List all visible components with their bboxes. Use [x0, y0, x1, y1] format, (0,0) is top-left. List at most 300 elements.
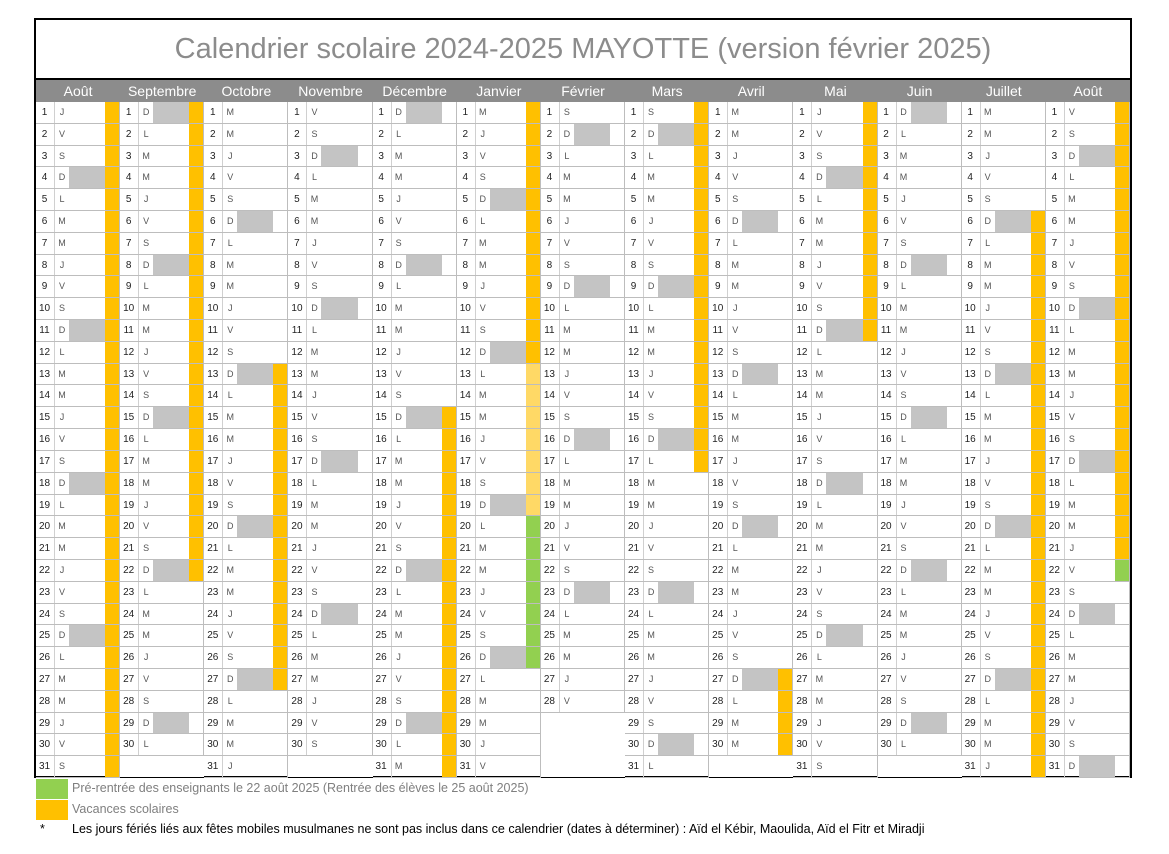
- day-cell: [288, 276, 372, 298]
- day-number: 29: [1048, 717, 1060, 729]
- day-cell: [373, 647, 457, 669]
- weekday-letter: V: [54, 124, 69, 145]
- day-number: 17: [375, 455, 387, 467]
- day-cell: [962, 734, 1046, 756]
- day-number: 21: [123, 543, 135, 555]
- day-number: 28: [628, 695, 640, 707]
- day-cell: [625, 669, 709, 691]
- weekday-letter: M: [1064, 647, 1079, 668]
- pre-rentree-mark: [526, 516, 540, 537]
- day-number: 28: [712, 695, 724, 707]
- weekday-letter: J: [896, 647, 911, 668]
- day-cell: [793, 233, 877, 255]
- day-number: 17: [207, 455, 219, 467]
- day-cell: [204, 713, 288, 735]
- day-number: 2: [967, 128, 973, 140]
- weekday-letter: L: [643, 146, 658, 167]
- day-number: 23: [964, 586, 976, 598]
- pre-rentree-mark: [526, 604, 540, 625]
- day-cell: [962, 713, 1046, 735]
- vacation-mark: [863, 124, 877, 145]
- weekday-letter: S: [391, 538, 406, 559]
- day-cell: [36, 473, 120, 495]
- weekday-letter: D: [896, 102, 911, 123]
- day-number: 11: [712, 325, 723, 337]
- vacation-mark: [1115, 167, 1129, 188]
- weekday-letter: L: [306, 625, 321, 646]
- day-cell: [962, 255, 1046, 277]
- day-cell: [1046, 167, 1130, 189]
- sunday-shade: [658, 582, 694, 603]
- vacation-mark: [442, 691, 456, 712]
- day-cell: [457, 560, 541, 582]
- weekday-letter: V: [222, 167, 237, 188]
- weekday-letter: M: [559, 495, 574, 516]
- weekday-letter: D: [896, 255, 911, 276]
- day-number: 11: [375, 325, 387, 337]
- day-number: 23: [628, 586, 640, 598]
- day-number: 22: [964, 564, 976, 576]
- weekday-letter: M: [475, 538, 490, 559]
- day-cell: [878, 298, 962, 320]
- day-cell: [709, 451, 793, 473]
- weekday-letter: S: [896, 233, 911, 254]
- day-cell: [36, 582, 120, 604]
- day-cell: [878, 669, 962, 691]
- day-cell: [457, 211, 541, 233]
- day-number: 1: [967, 107, 973, 118]
- sunday-shade: [321, 451, 357, 472]
- day-number: 1: [546, 107, 553, 118]
- day-cell: [709, 342, 793, 364]
- weekday-letter: M: [896, 625, 911, 646]
- day-number: 22: [291, 564, 303, 576]
- day-cell: [878, 211, 962, 233]
- day-number: 22: [628, 564, 640, 576]
- day-cell: [1046, 211, 1130, 233]
- weekday-letter: D: [896, 407, 911, 428]
- vacation-mark: [863, 255, 877, 276]
- day-cell: [1046, 604, 1130, 626]
- day-number: 18: [291, 477, 303, 489]
- day-number: 2: [294, 128, 300, 140]
- day-cell: [793, 320, 877, 342]
- day-cell: [373, 495, 457, 517]
- day-cell: [288, 320, 372, 342]
- day-number: 20: [207, 521, 219, 533]
- day-cell: [288, 560, 372, 582]
- day-cell: [373, 451, 457, 473]
- day-cell: [878, 647, 962, 669]
- day-cell: [541, 189, 625, 211]
- day-cell: [625, 713, 709, 735]
- weekday-letter: S: [306, 582, 321, 603]
- day-number: 12: [543, 346, 555, 358]
- weekday-letter: J: [1064, 691, 1079, 712]
- day-cell: [709, 604, 793, 626]
- day-number: 11: [964, 325, 976, 337]
- day-number: 8: [630, 259, 637, 271]
- day-number: 11: [39, 325, 50, 337]
- vacation-mark: [526, 429, 540, 450]
- day-number: 18: [1048, 477, 1060, 489]
- weekday-letter: V: [1064, 407, 1079, 428]
- day-number: 10: [880, 303, 892, 315]
- vacation-mark: [273, 604, 287, 625]
- day-number: 14: [38, 390, 51, 402]
- day-number: 12: [207, 346, 219, 358]
- day-cell: [541, 604, 625, 626]
- day-cell: [120, 124, 204, 146]
- vacation-mark: [442, 734, 456, 755]
- day-cell: [120, 429, 204, 451]
- day-number: 13: [880, 368, 892, 380]
- vacation-mark: [105, 604, 119, 625]
- day-number: 6: [630, 216, 637, 228]
- day-number: 24: [712, 608, 724, 620]
- day-cell: [288, 124, 372, 146]
- weekday-letter: V: [138, 211, 153, 232]
- vacation-mark: [189, 385, 203, 406]
- vacation-mark: [526, 124, 540, 145]
- day-cell: [878, 385, 962, 407]
- vacation-mark: [863, 146, 877, 167]
- day-cell: [962, 167, 1046, 189]
- weekday-letter: V: [1064, 102, 1079, 123]
- day-number: 11: [628, 325, 639, 337]
- vacation-mark: [1115, 516, 1129, 537]
- sunday-shade: [658, 734, 694, 755]
- day-number: 7: [41, 237, 48, 249]
- weekday-letter: D: [1064, 146, 1079, 167]
- weekday-letter: M: [980, 734, 995, 755]
- day-number: 20: [796, 521, 808, 533]
- sunday-shade: [826, 167, 862, 188]
- day-number: 17: [796, 455, 808, 467]
- sunday-shade: [1079, 604, 1115, 625]
- weekday-letter: M: [811, 364, 826, 385]
- day-number: 11: [1049, 325, 1060, 337]
- vacation-mark: [105, 189, 119, 210]
- weekday-letter: V: [306, 713, 321, 734]
- day-cell: [288, 713, 372, 735]
- day-cell: [962, 495, 1046, 517]
- weekday-letter: L: [475, 516, 490, 537]
- day-number: 18: [207, 477, 219, 489]
- sunday-shade: [1079, 146, 1115, 167]
- day-cell: [793, 189, 877, 211]
- weekday-letter: M: [222, 276, 237, 297]
- weekday-letter: M: [475, 385, 490, 406]
- day-cell: [120, 538, 204, 560]
- day-number: 21: [291, 543, 303, 555]
- day-number: 16: [123, 434, 135, 446]
- vacation-mark: [442, 647, 456, 668]
- day-cell: [541, 669, 625, 691]
- weekday-letter: V: [475, 756, 490, 777]
- vacation-mark: [1115, 255, 1129, 276]
- day-cell: [373, 233, 457, 255]
- vacation-mark: [1031, 364, 1045, 385]
- day-number: 6: [294, 216, 300, 228]
- day-number: 1: [1051, 107, 1058, 118]
- weekday-letter: V: [1064, 713, 1079, 734]
- day-number: 23: [712, 586, 724, 598]
- day-number: 30: [207, 739, 219, 751]
- vacation-mark: [105, 429, 119, 450]
- day-cell: [288, 167, 372, 189]
- day-number: 6: [967, 216, 973, 228]
- day-number: 14: [964, 390, 976, 402]
- day-number: 4: [125, 172, 132, 184]
- day-number: 24: [543, 608, 555, 620]
- weekday-letter: M: [643, 189, 658, 210]
- day-cell: [204, 429, 288, 451]
- vacation-mark: [273, 495, 287, 516]
- day-number: 4: [462, 172, 469, 184]
- day-number: 5: [714, 194, 721, 206]
- vacation-mark: [273, 625, 287, 646]
- day-cell: [1046, 538, 1130, 560]
- day-cell: [36, 734, 120, 756]
- weekday-letter: V: [138, 364, 153, 385]
- pre-rentree-mark: [1115, 560, 1129, 581]
- day-cell: [793, 364, 877, 386]
- day-number: 4: [799, 172, 805, 184]
- sunday-shade: [911, 102, 947, 123]
- vacation-mark: [694, 320, 708, 341]
- day-number: 10: [375, 303, 387, 315]
- day-cell: [204, 255, 288, 277]
- weekday-letter: D: [559, 276, 574, 297]
- vacation-mark: [778, 734, 792, 755]
- weekday-letter: L: [643, 756, 658, 777]
- day-number: 19: [628, 499, 640, 511]
- day-cell: [120, 516, 204, 538]
- weekday-letter: M: [222, 407, 237, 428]
- day-cell: [204, 407, 288, 429]
- weekday-letter: M: [559, 189, 574, 210]
- vacation-mark: [1115, 385, 1129, 406]
- day-number: 29: [796, 717, 808, 729]
- day-number: 15: [712, 412, 724, 424]
- month-header: Juillet: [985, 83, 1022, 99]
- day-cell: [120, 713, 204, 735]
- vacation-mark: [1031, 734, 1045, 755]
- weekday-letter: M: [391, 756, 406, 777]
- vacation-mark: [1031, 516, 1045, 537]
- weekday-letter: V: [306, 255, 321, 276]
- day-cell: [120, 604, 204, 626]
- vacation-mark: [1031, 756, 1045, 777]
- day-number: 25: [796, 630, 808, 642]
- day-number: 19: [796, 499, 808, 511]
- day-number: 17: [628, 455, 640, 467]
- empty-cell: [120, 756, 204, 777]
- sunday-shade: [742, 516, 778, 537]
- day-cell: [373, 756, 457, 778]
- weekday-letter: M: [980, 582, 995, 603]
- day-number: 13: [543, 368, 555, 380]
- weekday-letter: J: [559, 364, 574, 385]
- vacation-mark: [526, 320, 540, 341]
- day-number: 26: [964, 652, 976, 664]
- day-number: 3: [210, 150, 216, 162]
- weekday-letter: M: [643, 495, 658, 516]
- day-number: 24: [38, 608, 51, 620]
- day-cell: [457, 320, 541, 342]
- day-number: 13: [628, 368, 640, 380]
- day-cell: [1046, 560, 1130, 582]
- weekday-letter: D: [559, 429, 574, 450]
- day-number: 10: [38, 303, 51, 315]
- weekday-letter: J: [559, 669, 574, 690]
- day-number: 1: [125, 107, 132, 118]
- day-number: 12: [880, 346, 892, 358]
- day-number: 30: [38, 739, 51, 751]
- day-cell: [36, 516, 120, 538]
- weekday-letter: D: [643, 734, 658, 755]
- day-cell: [204, 102, 288, 124]
- day-cell: [709, 124, 793, 146]
- day-cell: [288, 342, 372, 364]
- day-number: 14: [796, 390, 808, 402]
- weekday-letter: S: [54, 604, 69, 625]
- weekday-letter: S: [1064, 124, 1079, 145]
- vacation-mark: [1031, 342, 1045, 363]
- weekday-letter: V: [727, 167, 742, 188]
- day-cell: [878, 451, 962, 473]
- day-cell: [457, 473, 541, 495]
- day-cell: [36, 756, 120, 778]
- day-cell: [878, 538, 962, 560]
- day-cell: [625, 385, 709, 407]
- vacation-mark: [105, 495, 119, 516]
- weekday-letter: L: [1064, 625, 1079, 646]
- vacation-mark: [778, 713, 792, 734]
- weekday-letter: L: [727, 233, 742, 254]
- weekday-letter: D: [391, 102, 406, 123]
- day-number: 12: [796, 346, 808, 358]
- day-number: 4: [378, 172, 384, 184]
- day-cell: [541, 146, 625, 168]
- vacation-mark: [189, 560, 203, 581]
- sunday-shade: [490, 647, 526, 668]
- weekday-letter: M: [306, 516, 321, 537]
- weekday-letter: M: [643, 647, 658, 668]
- day-cell: [625, 255, 709, 277]
- weekday-letter: V: [138, 516, 153, 537]
- weekday-letter: J: [643, 516, 658, 537]
- day-cell: [793, 560, 877, 582]
- day-cell: [625, 233, 709, 255]
- weekday-letter: M: [980, 124, 995, 145]
- day-cell: [541, 320, 625, 342]
- weekday-letter: L: [475, 364, 490, 385]
- vacation-mark: [1115, 102, 1129, 123]
- day-cell: [962, 298, 1046, 320]
- weekday-letter: V: [811, 429, 826, 450]
- day-cell: [373, 713, 457, 735]
- weekday-letter: M: [811, 691, 826, 712]
- day-cell: [962, 124, 1046, 146]
- day-number: 17: [38, 455, 51, 467]
- day-number: 21: [1048, 543, 1060, 555]
- vacation-mark: [526, 189, 540, 210]
- day-number: 15: [123, 412, 135, 424]
- weekday-letter: D: [475, 495, 490, 516]
- day-cell: [457, 495, 541, 517]
- day-number: 23: [123, 586, 135, 598]
- day-number: 10: [459, 303, 471, 315]
- day-cell: [625, 429, 709, 451]
- sunday-shade: [911, 407, 947, 428]
- day-number: 8: [546, 259, 553, 271]
- weekday-letter: S: [559, 102, 574, 123]
- day-number: 5: [799, 194, 805, 206]
- day-cell: [541, 625, 625, 647]
- day-number: 2: [378, 128, 384, 140]
- day-cell: [120, 734, 204, 756]
- day-cell: [878, 473, 962, 495]
- day-cell: [373, 625, 457, 647]
- weekday-letter: M: [980, 713, 995, 734]
- weekday-letter: D: [475, 189, 490, 210]
- day-number: 19: [1048, 499, 1060, 511]
- day-cell: [541, 495, 625, 517]
- weekday-letter: M: [727, 407, 742, 428]
- day-cell: [120, 320, 204, 342]
- day-cell: [793, 625, 877, 647]
- vacation-mark: [526, 233, 540, 254]
- weekday-letter: S: [475, 473, 490, 494]
- day-cell: [625, 167, 709, 189]
- day-cell: [120, 146, 204, 168]
- sunday-shade: [826, 320, 862, 341]
- weekday-letter: L: [391, 429, 406, 450]
- day-cell: [625, 473, 709, 495]
- sunday-shade: [742, 211, 778, 232]
- weekday-letter: L: [138, 734, 153, 755]
- day-cell: [204, 211, 288, 233]
- legend-vacation-label: Vacances scolaires: [72, 802, 179, 816]
- day-number: 25: [543, 630, 555, 642]
- weekday-letter: M: [391, 451, 406, 472]
- weekday-letter: V: [980, 625, 995, 646]
- day-cell: [288, 582, 372, 604]
- day-number: 4: [714, 172, 721, 184]
- day-cell: [625, 407, 709, 429]
- day-cell: [373, 146, 457, 168]
- day-number: 6: [546, 216, 553, 228]
- day-number: 21: [880, 543, 892, 555]
- day-cell: [373, 734, 457, 756]
- weekday-letter: D: [54, 167, 69, 188]
- day-cell: [962, 604, 1046, 626]
- weekday-letter: V: [1064, 560, 1079, 581]
- vacation-mark: [442, 429, 456, 450]
- day-cell: [1046, 734, 1130, 756]
- day-cell: [793, 255, 877, 277]
- day-cell: [120, 364, 204, 386]
- weekday-letter: V: [811, 582, 826, 603]
- weekday-letter: D: [1064, 451, 1079, 472]
- day-cell: [709, 495, 793, 517]
- day-number: 9: [462, 281, 469, 293]
- day-number: 3: [714, 150, 721, 162]
- day-cell: [793, 516, 877, 538]
- day-cell: [120, 691, 204, 713]
